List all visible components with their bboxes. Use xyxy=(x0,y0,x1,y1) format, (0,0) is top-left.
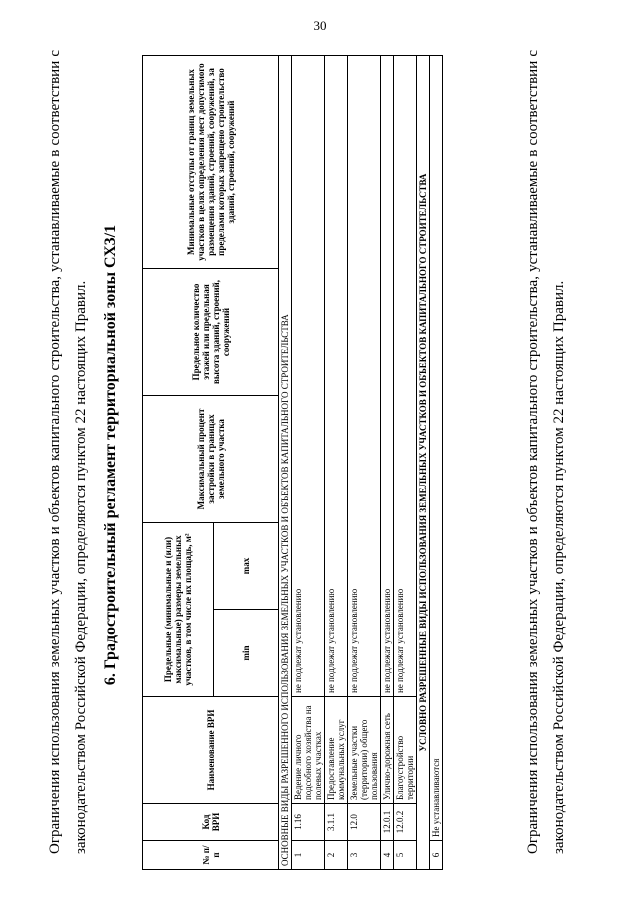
table-row xyxy=(325,56,348,870)
row-num: 4 xyxy=(381,841,394,870)
header-size: Предельные (минимальные и (или) максимальные) размеры земельных участков, в том числе их площадь, м² xyxy=(143,523,214,697)
header-min: min xyxy=(214,610,279,697)
header-offsets: Минимальные отступы от границ земельных участков в целях определения мест допустимого размещения зданий, строений, сооружений, за пределами которых запрещено строительство зданий, строений, сооружений xyxy=(143,56,279,269)
row-name: Благоустройство территории xyxy=(394,697,417,804)
row-num: 1 xyxy=(292,841,325,870)
row-num: 2 xyxy=(325,841,348,870)
row-name: Ведение личного подсобного хозяйства на полевых участках xyxy=(292,697,325,804)
section-main-label: ОСНОВНЫЕ ВИДЫ РАЗРЕШЕННОГО ИСПОЛЬЗОВАНИЯ ЗЕМЕЛЬНЫХ УЧАСТКОВ И ОБЪЕКТОВ КАПИТАЛЬНОГО СТРОИТЕЛЬСТВА xyxy=(279,56,292,870)
row-value: не подлежат установлению xyxy=(394,56,417,697)
row-name: Земельные участки (территории) общего пользования xyxy=(348,697,381,804)
row-value: не подлежат установлению xyxy=(348,56,381,697)
header-max: max xyxy=(214,523,279,610)
section-main-row xyxy=(279,56,292,870)
header-percent: Максимальный процент застройки в границах земельного участка xyxy=(143,396,279,523)
table-header-row xyxy=(143,56,214,870)
row-num: 3 xyxy=(348,841,381,870)
row-code: 12.0.2 xyxy=(394,804,417,841)
table-row xyxy=(430,56,443,870)
row-name: Улично-дорожная сеть xyxy=(381,697,394,804)
header-name: Наименование ВРИ xyxy=(143,697,279,804)
header-code: Код ВРИ xyxy=(143,804,279,841)
table-row xyxy=(292,56,325,870)
restrictions-paragraph-bottom: Ограничения использования земельных участков и объектов капитального строительства, устанавливаемые в соответствии с законодательством Российской Федерации, определяются пунктом 22 настоящих Правил. xyxy=(525,50,567,854)
page-number: 30 xyxy=(313,18,327,33)
row-value: не подлежат установлению xyxy=(325,56,348,697)
header-num: № п/п xyxy=(143,841,279,870)
section-conditional-row xyxy=(417,56,430,870)
regulation-table xyxy=(142,55,443,870)
table-row xyxy=(381,56,394,870)
row-code: 12.0.1 xyxy=(381,804,394,841)
table-row xyxy=(394,56,417,870)
row-value: не подлежат установлению xyxy=(381,56,394,697)
table-row xyxy=(348,56,381,870)
rotated-content xyxy=(42,40,598,870)
section-title: 6. Градостроительный регламент территориальной зоны СХ3/1 xyxy=(102,224,119,686)
row-name: Предоставление коммунальных услуг xyxy=(325,697,348,804)
row-code: 3.1.1 xyxy=(325,804,348,841)
section-conditional-label: УСЛОВНО РАЗРЕШЕННЫЕ ВИДЫ ИСПОЛЬЗОВАНИЯ ЗЕМЕЛЬНЫХ УЧАСТКОВ И ОБЪЕКТОВ КАПИТАЛЬНОГО СТРОИТЕЛЬСТВА xyxy=(417,56,430,870)
row-num: 6 xyxy=(430,841,443,870)
row-code: 1.16 xyxy=(292,804,325,841)
header-floors: Предельное количество этажей или предельная высота зданий, строений, сооружений xyxy=(143,269,279,396)
row-value: не подлежат установлению xyxy=(292,56,325,697)
row-code: 12.0 xyxy=(348,804,381,841)
restrictions-paragraph-top: Ограничения использования земельных участков и объектов капитального строительства, устанавливаемые в соответствии с законодательством Российской Федерации, определяются пунктом 22 настоящих Правил. xyxy=(47,50,89,854)
row-num: 5 xyxy=(394,841,417,870)
row-value: Не устанавливаются xyxy=(430,56,443,841)
